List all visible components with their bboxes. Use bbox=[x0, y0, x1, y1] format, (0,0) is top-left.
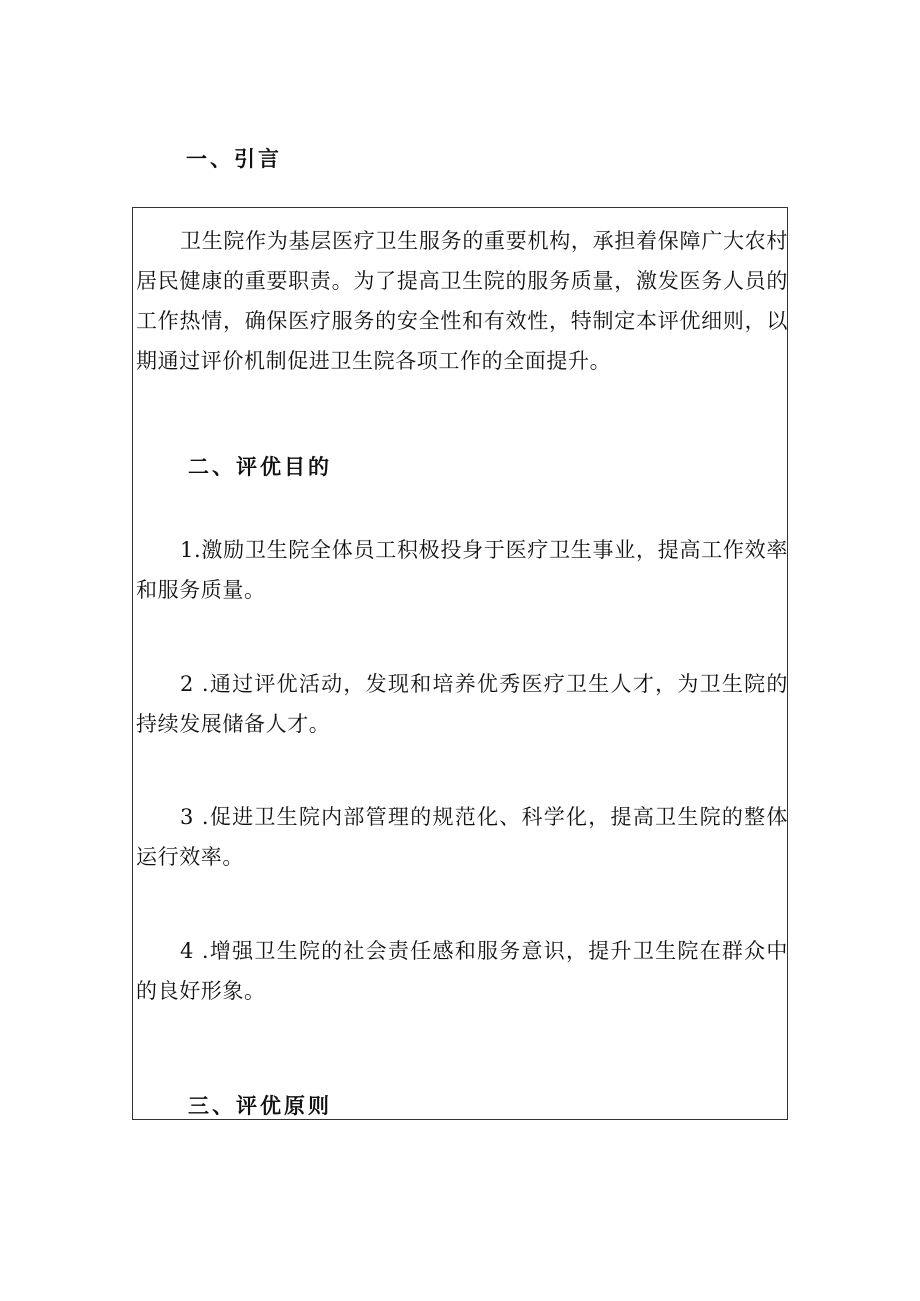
section-heading-principles: 三、评优原则 bbox=[188, 1093, 332, 1118]
purpose-item-3: 3 .促进卫生院内部管理的规范化、科学化，提高卫生院的整体运行效率。 bbox=[136, 805, 788, 869]
purpose-item-4: 4 .增强卫生院的社会责任感和服务意识，提升卫生院在群众中的良好形象。 bbox=[136, 939, 788, 1003]
purpose-item-2: 2 .通过评优活动，发现和培养优秀医疗卫生人才，为卫生院的持续发展储备人才。 bbox=[136, 672, 788, 736]
section-heading-purpose: 二、评优目的 bbox=[188, 454, 332, 479]
section-heading-introduction: 一、引言 bbox=[186, 146, 282, 171]
intro-paragraph: 卫生院作为基层医疗卫生服务的重要机构，承担着保障广大农村居民健康的重要职责。为了提高卫生院的服务质量，激发医务人员的工作热情，确保医疗服务的安全性和有效性，特制定本评优细则，以期通过评价机制促进卫生院各项工作的全面提升。 bbox=[136, 229, 788, 373]
purpose-item-1: 1.激励卫生院全体员工积极投身于医疗卫生事业，提高工作效率和服务质量。 bbox=[136, 538, 788, 602]
